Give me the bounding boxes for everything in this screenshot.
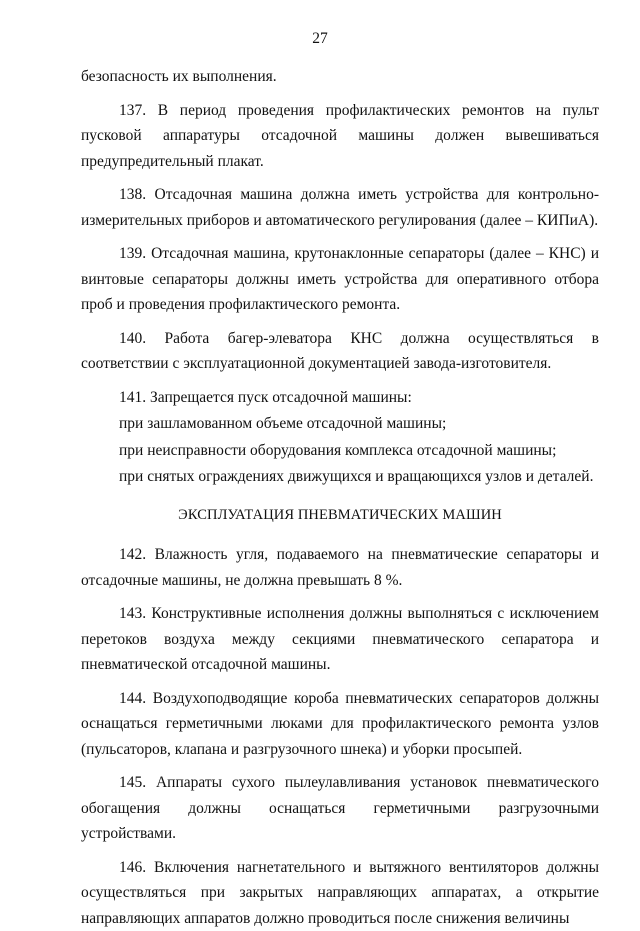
paragraph-continuation: безопасность их выполнения. bbox=[81, 64, 599, 90]
paragraph-146: 146. Включения нагнетательного и вытяжного вентиляторов должны осуществляться при закрытых направляющих аппаратах, а открытие направляющих аппаратов должно проводиться после снижения величины bbox=[81, 855, 599, 931]
paragraph-138: 138. Отсадочная машина должна иметь устройства для контрольно-измерительных приборов и автоматического регулирования (далее – КИПиА). bbox=[81, 182, 599, 233]
page-body bbox=[81, 64, 599, 931]
paragraph-141-item-a: при зашламованном объеме отсадочной машины; bbox=[81, 411, 599, 437]
paragraph-137: 137. В период проведения профилактических ремонтов на пульт пусковой аппаратуры отсадочной машины должен вывешиваться предупредительный плакат. bbox=[81, 98, 599, 175]
paragraph-141-item-b: при неисправности оборудования комплекса отсадочной машины; bbox=[81, 438, 599, 464]
paragraph-144: 144. Воздухоподводящие короба пневматических сепараторов должны оснащаться герметичными люками для профилактического ремонта узлов (пульсаторов, клапана и разгрузочного шнека) и уборки просыпей. bbox=[81, 686, 599, 763]
section-heading: ЭКСПЛУАТАЦИЯ ПНЕВМАТИЧЕСКИХ МАШИН bbox=[81, 503, 599, 529]
paragraph-139: 139. Отсадочная машина, крутонаклонные сепараторы (далее – КНС) и винтовые сепараторы должны иметь устройства для оперативного отбора проб и проведения профилактического ремонта. bbox=[81, 241, 599, 318]
page-number: 27 bbox=[0, 30, 640, 48]
paragraph-141-item-c: при снятых ограждениях движущихся и вращающихся узлов и деталей. bbox=[81, 464, 599, 490]
paragraph-145: 145. Аппараты сухого пылеулавливания установок пневматического обогащения должны оснащаться герметичными разгрузочными устройствами. bbox=[81, 770, 599, 847]
paragraph-140: 140. Работа багер-элеватора КНС должна осуществляться в соответствии с эксплуатационной документацией завода-изготовителя. bbox=[81, 326, 599, 377]
paragraph-143: 143. Конструктивные исполнения должны выполняться с исключением перетоков воздуха между секциями пневматического сепаратора и пневматической отсадочной машины. bbox=[81, 601, 599, 678]
paragraph-142: 142. Влажность угля, подаваемого на пневматические сепараторы и отсадочные машины, не должна превышать 8 %. bbox=[81, 542, 599, 593]
paragraph-141: 141. Запрещается пуск отсадочной машины: bbox=[81, 385, 599, 411]
